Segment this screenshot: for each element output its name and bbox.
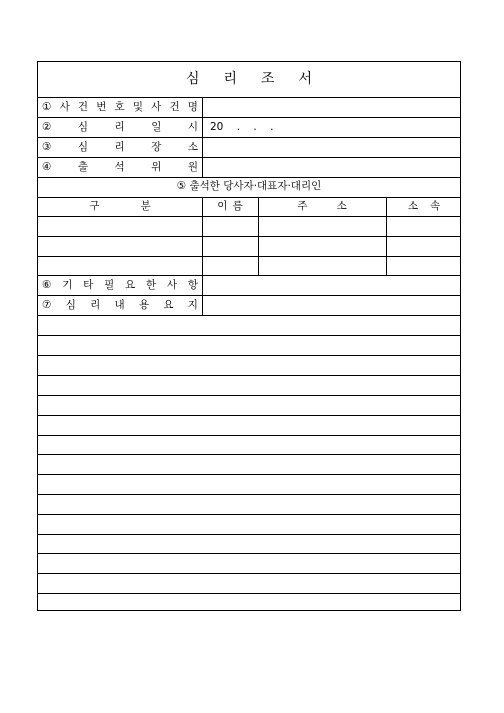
divider [38, 573, 460, 574]
hearing-summary-label: ⑦ 심 리 내 용 요 지 [42, 299, 198, 311]
divider [38, 415, 460, 416]
divider [38, 435, 460, 436]
divider [38, 593, 460, 594]
divider [38, 236, 460, 237]
divider [38, 553, 460, 554]
column-divider [202, 275, 203, 315]
divider [38, 315, 460, 316]
column-header-address: 주 소 [297, 200, 347, 212]
column-divider [202, 97, 203, 177]
hearing-place-label: ③ 심 리 장 소 [42, 141, 198, 153]
attendees-heading: ⑤ 출석한 당사자·대표자·대리인 [176, 180, 322, 192]
hearing-date-field[interactable]: 20 . . . [210, 121, 274, 133]
column-header-affiliation: 소 속 [407, 200, 441, 212]
hearing-date-label: ② 심 리 일 시 [42, 121, 198, 133]
case-number-label: ① 사 건 번 호 및 사 건 명 [42, 101, 198, 113]
divider [38, 335, 460, 336]
column-header-name: 이 름 [217, 200, 243, 212]
other-matters-label: ⑥ 기 타 필 요 한 사 항 [42, 279, 198, 291]
divider [38, 216, 460, 217]
divider [38, 355, 460, 356]
divider [38, 395, 460, 396]
divider [38, 494, 460, 495]
divider [38, 514, 460, 515]
divider [38, 454, 460, 455]
divider [38, 256, 460, 257]
attending-member-label: ④ 출 석 위 원 [42, 161, 198, 173]
divider [38, 375, 460, 376]
form-title: 심리조서 [185, 71, 337, 87]
divider [38, 534, 460, 535]
divider [38, 474, 460, 475]
column-header-category: 구 분 [89, 200, 151, 212]
hearing-record-form [37, 61, 461, 611]
